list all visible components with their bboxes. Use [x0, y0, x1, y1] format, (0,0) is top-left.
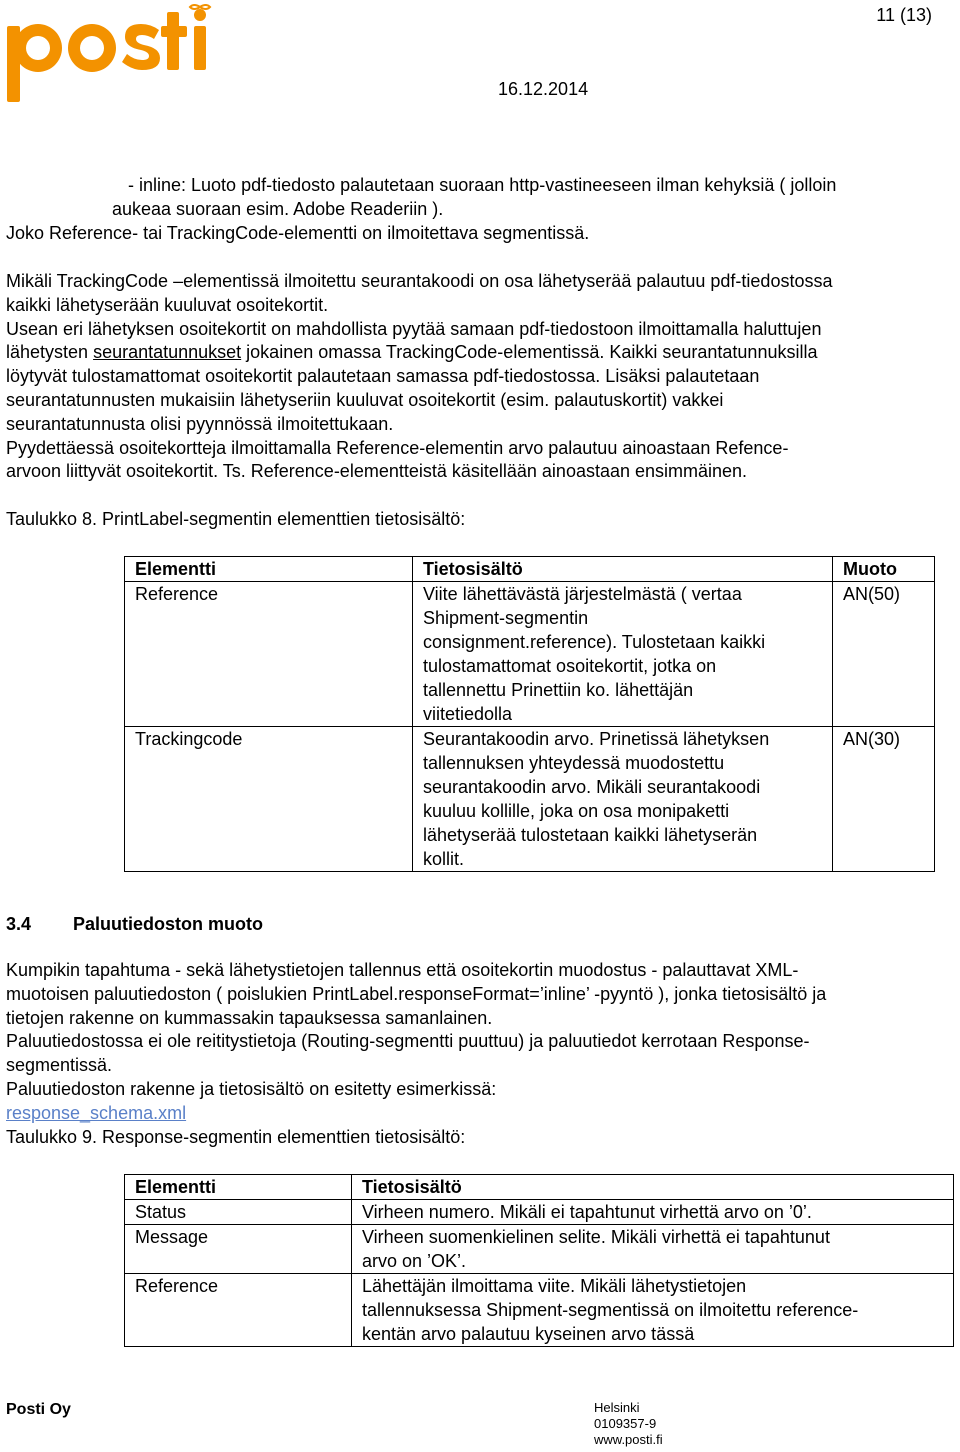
table-row	[125, 582, 935, 727]
document-date: 16.12.2014	[498, 79, 589, 99]
element-content-cell	[352, 1274, 954, 1347]
text-line: segmentissä.	[6, 1055, 113, 1076]
text-line: aukeaa suoraan esim. Adobe Readeriin ).	[112, 198, 444, 219]
text-fragment: lähetysten	[6, 342, 94, 363]
cell-line: Virheen numero. Mikäli ei tapahtunut virhettä arvo on ’0’.	[362, 1202, 812, 1222]
text-line: Mikäli TrackingCode –elementissä ilmoitettu seurantakoodi on osa lähetyserää palautuu pdf-tiedostossa	[6, 271, 833, 291]
text-fragment: jokainen omassa TrackingCode-elementissä. Kaikki seurantatunnuksilla	[241, 342, 818, 363]
table-header-row	[125, 557, 935, 582]
text-line: Paluutiedoston rakenne ja tietosisältö on esitetty esimerkissä:	[6, 1078, 497, 1099]
element-content-cell	[413, 582, 833, 727]
text-line: Usean eri lähetyksen osoitekortit on mahdollista pyytää samaan pdf-tiedostoon ilmoittamalla haluttujen	[6, 318, 822, 339]
cell-line: arvo on ’OK’.	[362, 1251, 467, 1271]
response-schema-link[interactable]: response_schema.xml	[6, 1102, 187, 1123]
text-line: seurantatunnusta olisi pyynnössä ilmoitettukaan.	[6, 413, 394, 434]
cell-line: tulostamattomat osoitekortit, jotka on	[423, 656, 717, 676]
text-line: arvoon liittyvät osoitekortit. Ts. Reference-elementteistä käsitellään ainoastaan ensimmäinen.	[6, 461, 748, 482]
table-header-cell: Elementti	[125, 557, 413, 582]
element-name-cell: Message	[125, 1225, 352, 1274]
table-header-cell: Muoto	[833, 557, 935, 582]
text-line: Pyydettäessä osoitekortteja ilmoittamalla Reference-elementin arvo palautuu ainoastaan Refence-	[6, 437, 789, 458]
element-content-cell	[413, 727, 833, 872]
posti-logo-mark	[4, 4, 216, 104]
cell-line: consignment.reference). Tulostetaan kaikki	[423, 632, 766, 652]
cell-line: kentän arvo palautuu kyseinen arvo tässä	[362, 1324, 695, 1344]
response-elements-table	[124, 1174, 954, 1347]
element-name-cell: Reference	[125, 1274, 352, 1347]
element-name-cell: Reference	[125, 582, 413, 727]
footer-info	[594, 1400, 663, 1448]
cell-line: Lähettäjän ilmoittama viite. Mikäli lähetystietojen	[362, 1276, 747, 1296]
table-row	[125, 1274, 954, 1347]
cell-line: viitetiedolla	[423, 704, 513, 724]
section-number: 3.4	[6, 914, 32, 934]
element-content-cell	[352, 1225, 954, 1274]
element-content-cell	[352, 1200, 954, 1225]
page-number: 11 (13)	[876, 5, 932, 25]
text-line	[6, 341, 956, 365]
paragraph-trackingcode	[6, 270, 956, 484]
cell-line: Viite lähettävästä järjestelmästä ( vertaa	[423, 584, 742, 604]
footer-city: Helsinki	[594, 1400, 640, 1415]
posti-logo	[4, 4, 216, 104]
footer-business-id: 0109357-9	[594, 1416, 657, 1431]
text-line: seurantatunnusten mukaisiin lähetyseriin kuuluvat osoitekortit (esim. palautuskortit) vakkei	[6, 389, 724, 410]
cell-line: seurantakoodin arvo. Mikäli seurantakoodi	[423, 777, 761, 797]
table9-caption: Taulukko 9. Response-segmentin elementtien tietosisältö:	[6, 1126, 466, 1147]
section-title: Paluutiedoston muoto	[73, 914, 263, 934]
cell-line: tallennuksessa Shipment-segmentissä on ilmoitettu reference-	[362, 1300, 859, 1320]
table-header-cell: Tietosisältö	[413, 557, 833, 582]
printlabel-elements-table	[124, 556, 935, 872]
footer-company: Posti Oy	[6, 1401, 71, 1418]
table-header-cell: Tietosisältö	[352, 1175, 954, 1200]
table-header-cell: Elementti	[125, 1175, 352, 1200]
element-name-cell: Trackingcode	[125, 727, 413, 872]
text-line: Kumpikin tapahtuma - sekä lähetystietojen tallennus että osoitekortin muodostus - palauttavat XML-	[6, 960, 799, 980]
table8-caption: Taulukko 8. PrintLabel-segmentin elementtien tietosisältö:	[6, 509, 466, 529]
element-name-cell: Status	[125, 1200, 352, 1225]
footer-website[interactable]: www.posti.fi	[594, 1432, 663, 1447]
text-line: - inline: Luoto pdf-tiedosto palautetaan suoraan http-vastineeseen ilman kehyksiä ( jolloin	[128, 175, 837, 195]
table-row	[125, 1200, 954, 1225]
cell-line: Virheen suomenkielinen selite. Mikäli virhettä ei tapahtunut	[362, 1227, 830, 1247]
cell-line: Seurantakoodin arvo. Prinetissä lähetyksen	[423, 729, 770, 749]
table-row	[125, 1225, 954, 1274]
table-header-row	[125, 1175, 954, 1200]
text-line: löytyvät tulostamattomat osoitekortit palautetaan samassa pdf-tiedostossa. Lisäksi palautetaan	[6, 366, 760, 387]
cell-line: kollit.	[423, 849, 465, 869]
table-row	[125, 727, 935, 872]
cell-line: kuuluu kollille, joka on osa monipaketti	[423, 801, 730, 821]
cell-line: lähetyserää tulostetaan kaikki lähetyserän	[423, 825, 758, 845]
text-line: muotoisen paluutiedoston ( poislukien PrintLabel.responseFormat=’inline’ -pyyntö ), jonka tietosisältö ja	[6, 983, 827, 1004]
text-line: Paluutiedostossa ei ole reititystietoja (Routing-segmentti puuttuu) ja paluutiedot kerrotaan Response-	[6, 1031, 810, 1052]
paragraph-inline-option	[6, 174, 956, 245]
text-line: tietojen rakenne on kummassakin tapauksessa samanlainen.	[6, 1007, 493, 1028]
cell-line: Shipment-segmentin	[423, 608, 589, 628]
cell-line: tallennettu Prinettiin ko. lähettäjän	[423, 680, 694, 700]
text-line: Joko Reference- tai TrackingCode-elementti on ilmoitettava segmentissä.	[6, 222, 590, 243]
text-line: kaikki lähetyserään kuuluvat osoitekortit.	[6, 294, 329, 315]
section-heading	[6, 914, 263, 935]
element-format-cell: AN(50)	[833, 582, 935, 727]
element-format-cell: AN(30)	[833, 727, 935, 872]
cell-line: tallennuksen yhteydessä muodostettu	[423, 753, 725, 773]
underlined-term: seurantatunnukset	[93, 342, 242, 363]
paragraph-response-file	[6, 959, 956, 1149]
